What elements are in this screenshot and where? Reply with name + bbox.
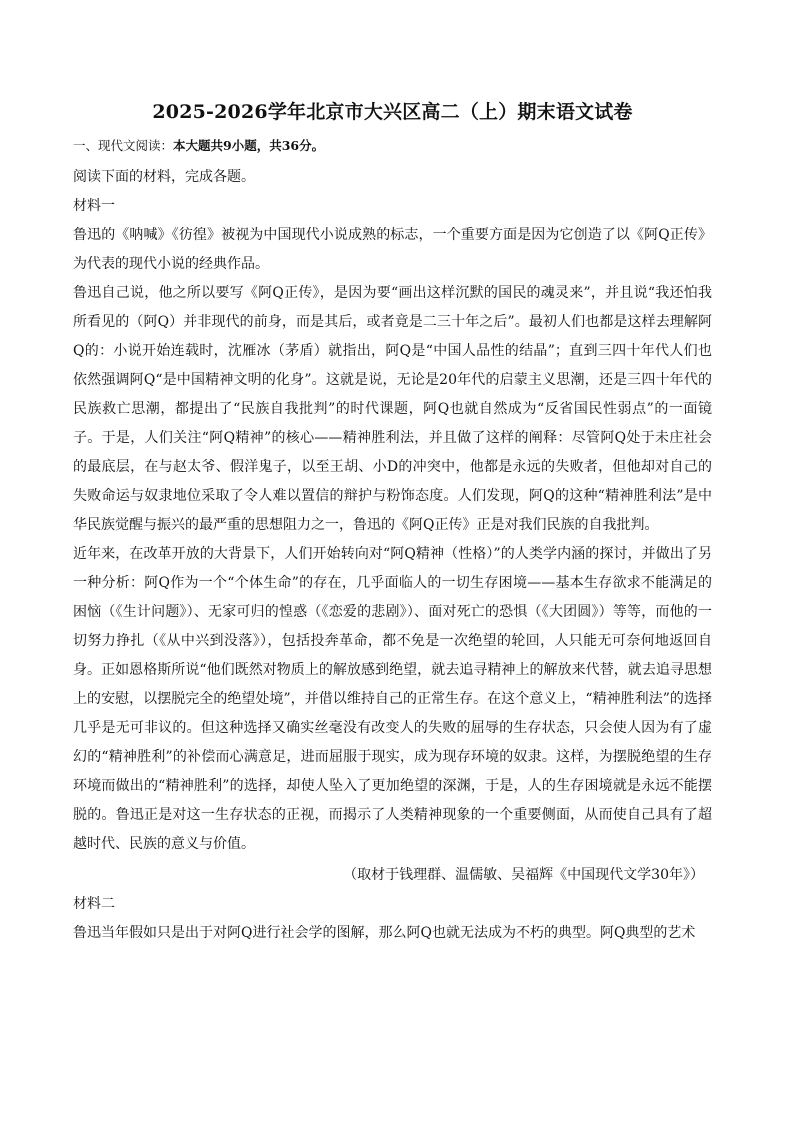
- material-1-paragraph: 鲁迅的《呐喊》《彷徨》被视为中国现代小说成熟的标志，一个重要方面是因为它创造了以《阿Q正传》为代表的现代小说的经典作品。: [73, 227, 712, 272]
- reading-instruction: 阅读下面的材料，完成各题。: [73, 169, 255, 185]
- section-info: 本大题共9小题，共36分。: [173, 138, 325, 153]
- material-2-label: 材料二: [73, 896, 115, 912]
- section-heading: [73, 135, 712, 157]
- material-1-paragraph: 鲁迅自己说，他之所以要写《阿Q正传》，是因为要“画出这样沉默的国民的魂灵来”，并且说“我还怕我所看见的（阿Q）并非现代的前身，而是其后，或者竟是二三十年之后”。最初人们也都是这样去理解阿Q的：小说开始连载时，沈雁冰（茅盾）就指出，阿Q是“中国人品性的结晶”；直到三四十年代人们也依然强调阿Q“是中国精神文明的化身”。这就是说，无论是20年代的启蒙主义思潮，还是三四十年代的民族救亡思潮，都提出了“民族自我批判”的时代课题，阿Q也就自然成为“反省国民性弱点”的一面镜子。于是，人们关注“阿Q精神”的核心——精神胜利法，并且做了这样的阐释：尽管阿Q处于未庄社会的最底层，在与赵太爷、假洋鬼子，以至王胡、小D的冲突中，他都是永远的失败者，但他却对自己的失败命运与奴隶地位采取了令人难以置信的辩护与粉饰态度。人们发现，阿Q的这种“精神胜利法”是中华民族觉醒与振兴的最严重的思想阻力之一，鲁迅的《阿Q正传》正是对我们民族的自我批判。: [73, 285, 712, 533]
- material-2-paragraph: 鲁迅当年假如只是出于对阿Q进行社会学的图解，那么阿Q也就无法成为不朽的典型。阿Q典型的艺术: [73, 925, 696, 941]
- section-prefix: 一、现代文阅读：: [73, 138, 174, 153]
- material-1-label: 材料一: [73, 198, 115, 214]
- material-1-paragraph: 近年来，在改革开放的大背景下，人们开始转向对“阿Q精神（性格）”的人类学内涵的探讨，并做出了另一种分析：阿Q作为一个“个体生命”的存在，几乎面临人的一切生存困境——基本生存欲求不能满足的困恼（《生计问题》）、无家可归的惶惑（《恋爱的悲剧》）、面对死亡的恐惧（《大团圆》）等等，而他的一切努力挣扎（《从中兴到没落》），包括投奔革命，都不免是一次绝望的轮回，人只能无可奈何地返回自身。正如恩格斯所说“他们既然对物质上的解放感到绝望，就去追寻精神上的解放来代替，就去追寻思想上的安慰，以摆脱完全的绝望处境”，并借以维持自己的正常生存。在这个意义上，“精神胜利法”的选择几乎是无可非议的。但这种选择又确实丝毫没有改变人的失败的屈辱的生存状态，只会使人因为有了虚幻的“精神胜利”的补偿而心满意足，进而屈服于现实，成为现存环境的奴隶。这样，为摆脱绝望的生存环境而做出的“精神胜利”的选择，却使人坠入了更加绝望的深渊，于是，人的生存困境就是永远不能摆脱的。鲁迅正是对这一生存状态的正视，而揭示了人类精神现象的一个重要侧面，从而使自己具有了超越时代、民族的意义与价值。: [73, 546, 712, 852]
- exam-title: 2025-2026学年北京市大兴区高二（上）期末语文试卷: [152, 101, 633, 123]
- material-1-citation: （取材于钱理群、温儒敏、吴福辉《中国现代文学30年》）: [343, 867, 704, 883]
